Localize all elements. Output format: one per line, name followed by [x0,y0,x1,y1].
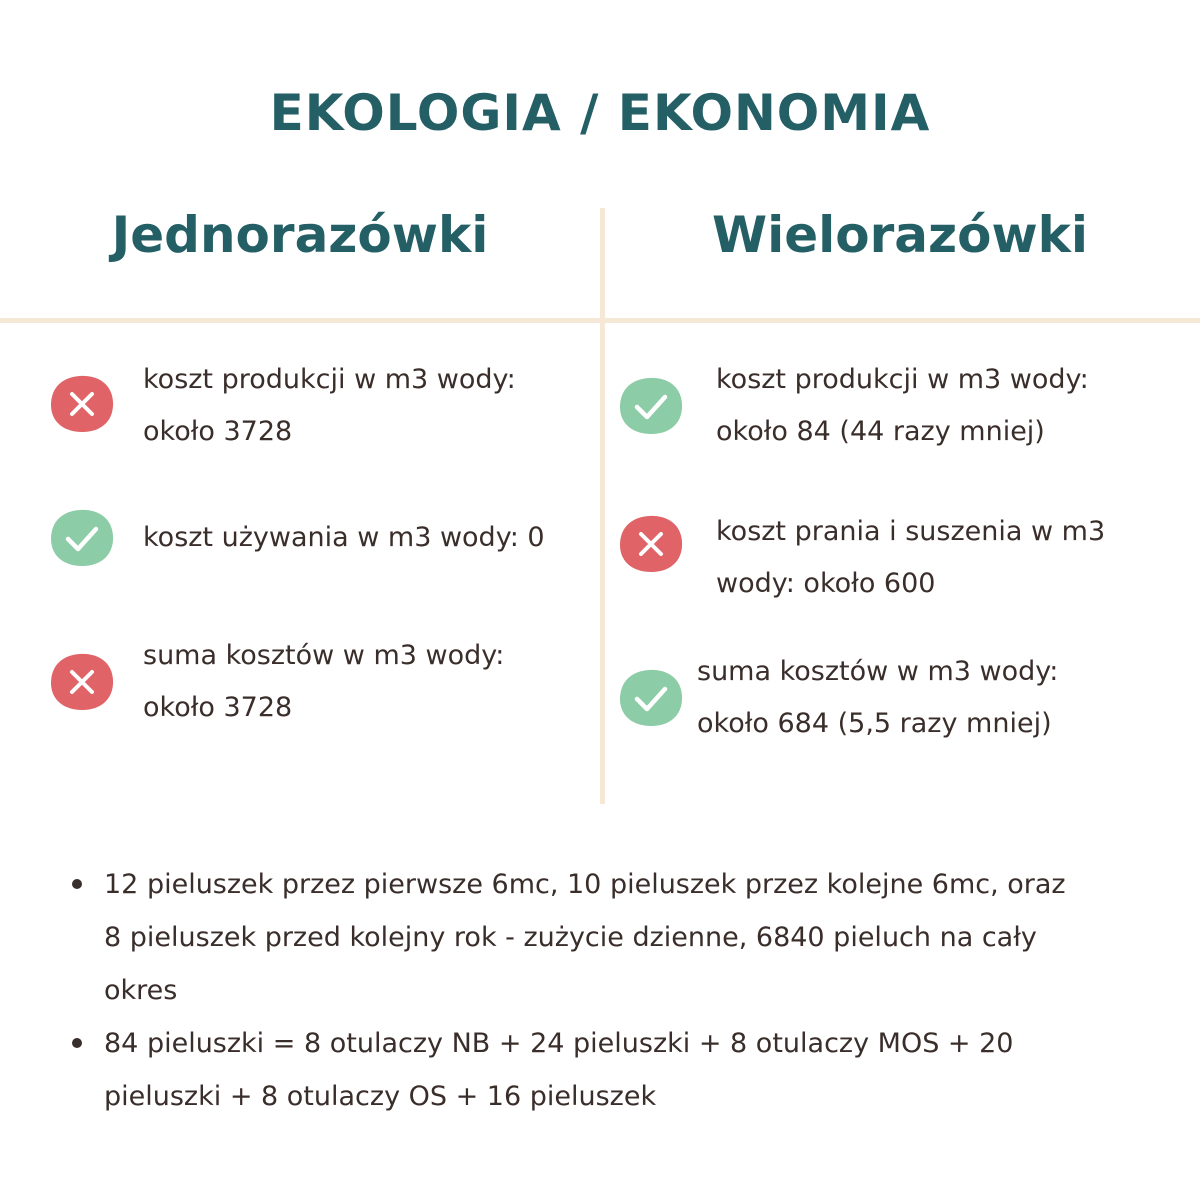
bullet-icon [72,1038,82,1048]
check-icon [619,376,683,436]
item-line: około 3728 [143,416,293,447]
bullet-icon [72,879,82,889]
check-icon [50,508,114,568]
cross-icon [619,514,683,574]
vertical-divider [600,208,605,804]
column-heading-reusable: Wielorazówki [711,206,1089,264]
footnotes [70,858,1160,1123]
item-line: około 3728 [143,692,293,723]
note-line: okres [104,975,178,1006]
list-item [716,354,1089,458]
footnote-item [70,858,1160,1017]
list-item [143,354,516,458]
list-item [697,646,1058,750]
page-title: EKOLOGIA / EKONOMIA [269,84,931,142]
list-item [716,506,1105,610]
item-line: koszt produkcji w m3 wody: [716,364,1089,395]
list-item [143,630,504,734]
cross-icon [50,652,114,712]
note-line: 84 pieluszki = 8 otulaczy NB + 24 pieluszki + 8 otulaczy MOS + 20 [104,1028,1014,1059]
item-line: wody: około 600 [716,568,936,599]
item-line: suma kosztów w m3 wody: [697,656,1059,687]
list-item [143,512,545,564]
item-line: suma kosztów w m3 wody: [143,640,505,671]
note-line: 8 pieluszek przed kolejny rok - zużycie dzienne, 6840 pieluch na cały [104,922,1037,953]
note-line: pieluszki + 8 otulaczy OS + 16 pieluszek [104,1081,657,1112]
column-heading-disposable: Jednorazówki [111,206,489,264]
footnote-item [70,1017,1160,1123]
item-line: koszt prania i suszenia w m3 [716,516,1106,547]
cross-icon [50,374,114,434]
item-line: koszt używania w m3 wody: 0 [143,522,545,553]
note-line: 12 pieluszek przez pierwsze 6mc, 10 pieluszek przez kolejne 6mc, oraz [104,869,1066,900]
item-line: około 84 (44 razy mniej) [716,416,1045,447]
item-line: koszt produkcji w m3 wody: [143,364,516,395]
item-line: około 684 (5,5 razy mniej) [697,708,1052,739]
check-icon [619,668,683,728]
